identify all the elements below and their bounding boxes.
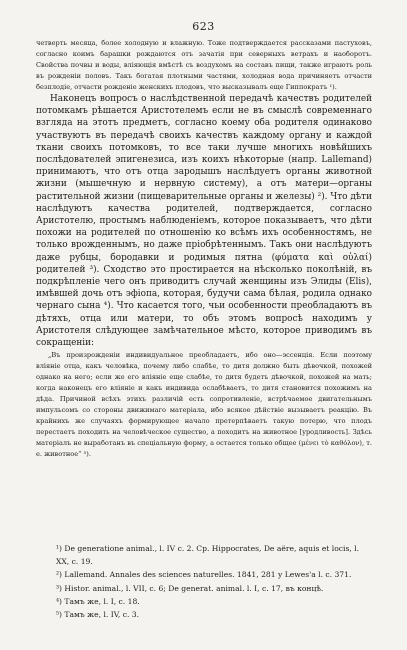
main-paragraph: Наконецъ вопросъ о наслѣдственной передачѣ качествъ родителей потомкамъ рѣшается Аристотелемъ если не въ смыслѣ современнаго взгляда на этотъ предметъ, согласно коему оба родителя одинаково участвуютъ въ передачѣ своихъ качествъ каждому органу и каждой ткани своихъ потомковъ, то все таки лучше многихъ новѣйшихъ послѣдователей эпигенезиса, изъ коихъ нѣкоторые (напр. Lallemand) принимаютъ, что отъ отца зародышъ наслѣдуетъ органы животной жизни (мышечную и нервную систему), а отъ матери—органы растительной жизни (пищеварительные органы и железы) ²). Что дѣти наслѣдуютъ качества родителей, подтверждается, согласно Аристотелю, простымъ наблюденіемъ, которое показываетъ, что дѣти похожи на родителей по отношенію ко всѣмъ ихъ особенностямъ, не только врожденнымъ, но даже пріобрѣтеннымъ. Такъ они наслѣдуютъ даже рубцы, бородавки и родимыя пятна (φύματα καὶ οὐλαί) родителей ³). Сходство это простирается на нѣсколько поколѣній, въ подкрѣпленіе чего онъ приводитъ случай женщины изъ Элиды (Elis), имѣвшей дочь отъ эфіопа, которая, будучи сама бѣлая, родила однако чернаго сына ⁴). Что касается того, чьи особенности преобладаютъ въ дѣтяхъ, отца или матери, то объ этомъ вопросѣ находимъ у Аристотеля слѣдующее замѣчательное мѣсто, которое приводимъ въ сокращеніи:	[36, 94, 372, 349]
quote-paragraph: „Въ произрожденіи индивидуальное преобладаетъ, ибо оно—эссенція. Если поэтому вліяніе отца, какъ человѣка, почему либо слабѣе, то дитя должно быть дѣвочкой, похожей однако на него; если же его вліяніе еще слабѣе, то дитя будетъ дѣвочкой, похожей на мать; когда наконецъ его вліяніе и какъ индивида ослабѣваетъ, то дитя становится похожимъ на дѣда. Причиной всѣхъ этихъ различій есть сопротивленіе, встрѣчаемое двигательнымъ импульсомъ со стороны движимаго матеріала, ибо всякое дѣйствіе вызываетъ реакцію. Въ крайнихъ же случаяхъ формирующее начало претерпѣваетъ такую потерю, что плодъ перестаетъ походить на человѣческое существо, а походитъ на животное [уродливость]. Здѣсь матеріалъ не выработанъ въ спеціальную форму, а остается только общее (μένει τὸ καθόλον), т. е. животное“ ⁵).	[36, 351, 372, 459]
body-text	[36, 38, 372, 460]
footnote-4: ⁴) Тамъ же, l. I, c. 18.	[56, 596, 140, 606]
footnote-2: ²) Lallemand. Annales des sciences naturelles. 1841, 281 y Lewes'a l. c. 371.	[56, 570, 352, 580]
footnote-3: ³) Histor. animal., l. VII, c. 6; De generat. animal. l. I, c. 17, въ концѣ.	[56, 583, 324, 593]
footnote-1: ¹) De generatione animal., l. IV c. 2. Cp. Hippocrates, De aëre, aquis et locis, l. XX, c. 19.	[56, 544, 360, 567]
top-paragraph: четверть месяца, более холодную и влажную. Тоже подтверждается рассказами пастуховъ, согласно коимъ барашки рождаются отъ зачатія при северныхъ ветрахъ и наоборотъ. Свойства почвы и воды, вліяющія вмѣстѣ съ воздухомъ на составъ пищи, также играютъ роль въ рожденіи половъ. Такъ богатая плотными частями, холодная вода причиняетъ отчасти безплодіе, отчасти рожденіе женскихъ плодовъ, что высказывалъ еще Гиппократъ ¹).	[36, 39, 372, 91]
page-number: 623	[192, 20, 215, 33]
footnotes	[36, 542, 372, 621]
quote-block	[36, 350, 372, 460]
footnote-5: ⁵) Тамъ же, l. IV, c. 3.	[56, 610, 140, 620]
